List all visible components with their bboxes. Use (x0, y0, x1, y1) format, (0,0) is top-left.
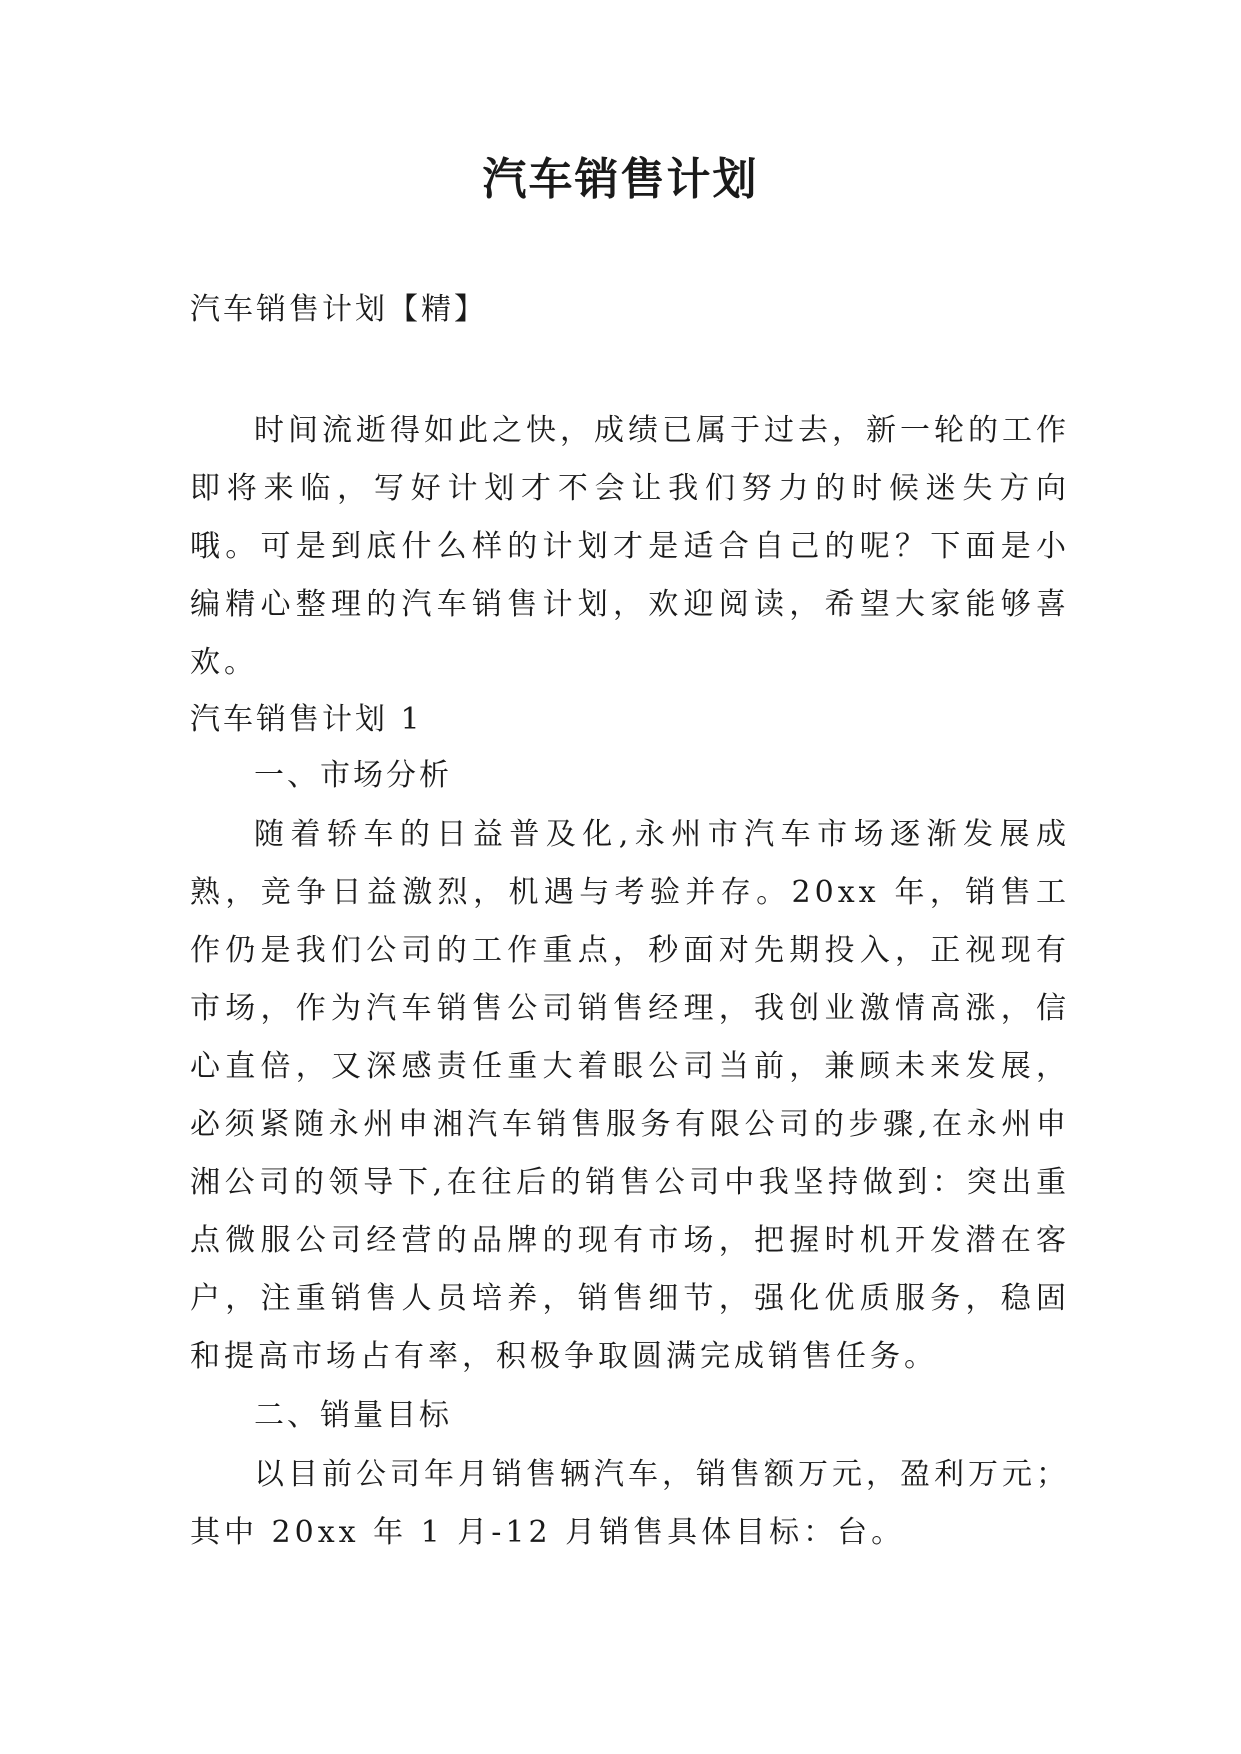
section-heading-sales-target: 二、销量目标 (254, 1398, 452, 1433)
plan-heading: 汽车销售计划 1 (190, 702, 423, 737)
section-body-sales-target: 以目前公司年月销售辆汽车，销售额万元，盈利万元；其中 20xx 年 1 月-12 月销售具体目标：台。 (190, 1457, 1070, 1550)
section-body-market-analysis: 随着轿车的日益普及化,永州市汽车市场逐渐发展成熟，竞争日益激烈，机遇与考验并存。20xx 年，销售工作仍是我们公司的工作重点，秒面对先期投入，正视现有市场，作为汽车销售公司销售经理，我创业激情高涨，信心直倍，又深感责任重大着眼公司当前，兼顾未来发展，必须紧随永州申湘汽车销售服务有限公司的步骤,在永州申湘公司的领导下,在往后的销售公司中我坚持做到：突出重点微服公司经营的品牌的现有市场，把握时机开发潜在客户，注重销售人员培养，销售细节，强化优质服务，稳固和提高市场占有率，积极争取圆满完成销售任务。 (190, 817, 1070, 1374)
document-title: 汽车销售计划 (482, 154, 759, 205)
intro-paragraph: 时间流逝得如此之快，成绩已属于过去，新一轮的工作即将来临，写好计划才不会让我们努力的时候迷失方向哦。可是到底什么样的计划才是适合自己的呢？下面是小编精心整理的汽车销售计划，欢迎阅读，希望大家能够喜欢。 (190, 413, 1070, 680)
document-subtitle: 汽车销售计划【精】 (190, 292, 487, 327)
section-heading-market-analysis: 一、市场分析 (254, 758, 452, 793)
